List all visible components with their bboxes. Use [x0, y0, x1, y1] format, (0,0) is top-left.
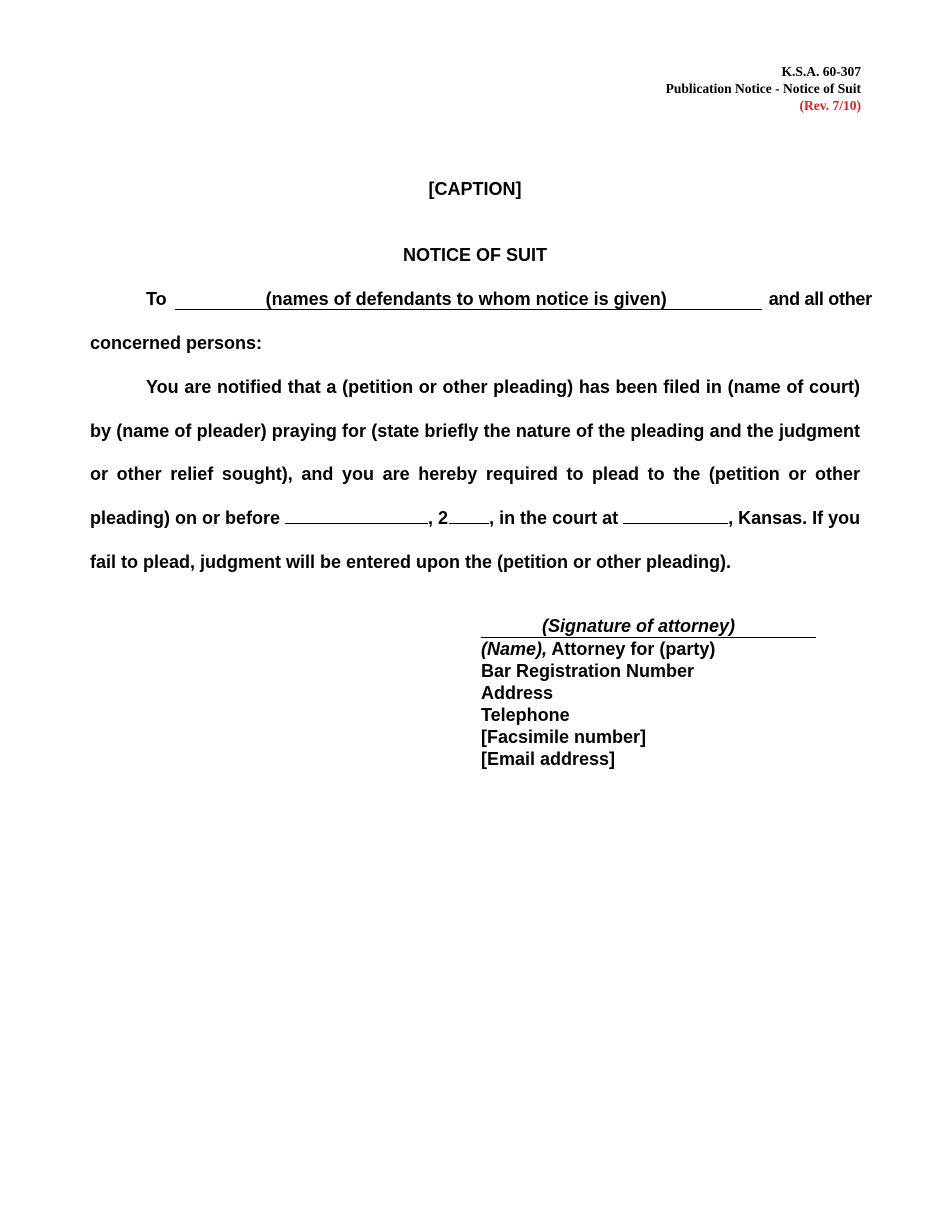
on-or-before-text: pleading) on or before [90, 508, 281, 528]
to-label: To [146, 289, 167, 309]
attorney-facsimile: [Facsimile number] [481, 727, 647, 747]
attorney-address: Address [481, 683, 554, 703]
statute-reference: K.S.A. 60-307 [781, 64, 861, 79]
year-blank[interactable] [449, 508, 489, 524]
concerned-persons-line: concerned persons: [90, 333, 263, 353]
revision-label: (Rev. 7/10) [799, 98, 861, 113]
year-prefix-text: , 2 [428, 508, 449, 528]
and-all-other-text: and all other [768, 289, 872, 309]
kansas-text: , Kansas. If you [728, 508, 861, 528]
attorney-name-line [481, 638, 816, 660]
notice-line-3: or other relief sought), and you are hereby required to plead to the (petition or other [90, 464, 860, 484]
defendants-field[interactable] [175, 290, 762, 310]
addressee-line [90, 289, 872, 310]
notice-line-4 [90, 508, 860, 529]
court-location-blank[interactable] [623, 508, 728, 524]
defendants-placeholder: (names of defendants to whom notice is given) [265, 289, 667, 309]
attorney-email: [Email address] [481, 749, 616, 769]
signature-block [481, 616, 816, 770]
notice-line-2: by (name of pleader) praying for (state briefly the nature of the pleading and the judgment [90, 421, 860, 441]
attorney-telephone: Telephone [481, 705, 570, 725]
page-title: NOTICE OF SUIT [403, 245, 547, 265]
date-blank[interactable] [285, 508, 428, 524]
bar-registration-number: Bar Registration Number [481, 661, 695, 681]
caption: [CAPTION] [428, 179, 522, 199]
form-header [666, 63, 861, 114]
signature-label: (Signature of attorney) [541, 616, 735, 636]
notice-line-5: fail to plead, judgment will be entered upon the (petition or other pleading). [90, 552, 732, 572]
court-at-text: , in the court at [489, 508, 619, 528]
signature-line[interactable] [481, 616, 816, 638]
attorney-for-party: Attorney for (party) [547, 639, 716, 659]
form-name: Publication Notice - Notice of Suit [665, 81, 861, 96]
attorney-name: (Name), [481, 639, 548, 659]
notice-line-1: You are notified that a (petition or other pleading) has been filed in (name of court) [146, 377, 860, 397]
